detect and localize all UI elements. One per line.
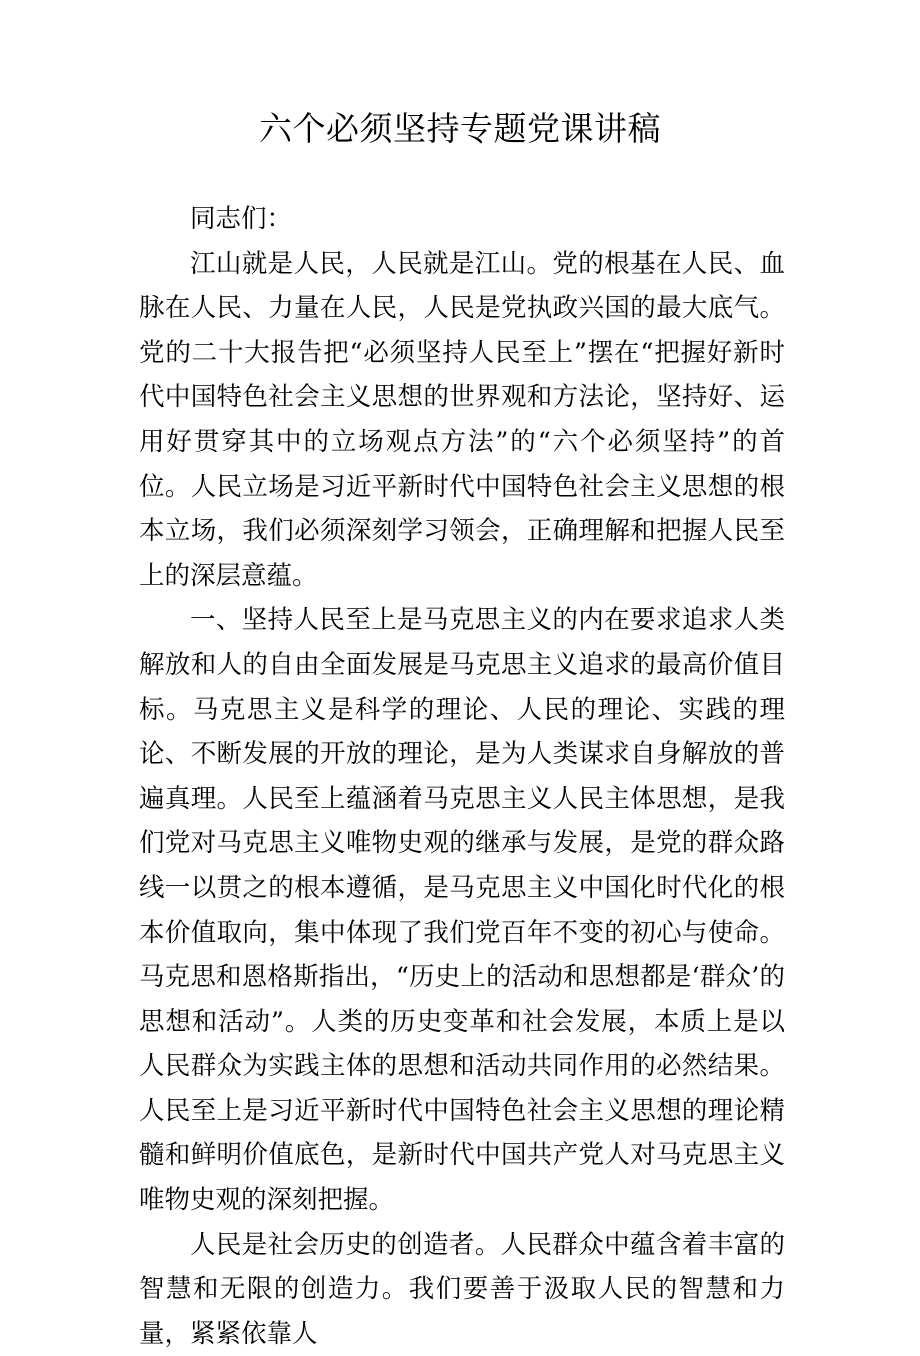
greeting-paragraph: 同志们： xyxy=(190,204,293,234)
body-paragraph: 一、坚持人民至上是马克思主义的内在要求追求人类解放和人的自由全面发展是马克思主义追求的最高价值目标。马克思主义是科学的理论、人民的理论、实践的理论、不断发展的开放的理论，是为人类谋求自身解放的普遍真理。人民至上蕴涵着马克思主义人民主体思想，是我们党对马克思主义唯物史观的继承与发展，是党的群众路线一以贯之的根本遵循，是马克思主义中国化时代化的根本价值取向，集中体现了我们党百年不变的初心与使命。马克思和恩格斯指出，“历史上的活动和思想都是‘群众’的思想和活动”。人类的历史变革和社会发展，本质上是以人民群众为实践主体的思想和活动共同作用的必然结果。人民至上是习近平新时代中国特色社会主义思想的理论精髓和鲜明价值底色，是新时代中国共产党人对马克思主义唯物史观的深刻把握。 xyxy=(139,605,785,1216)
body-paragraph: 江山就是人民，人民就是江山。党的根基在人民、血脉在人民、力量在人民，人民是党执政兴国的最大底气。党的二十大报告把“必须坚持人民至上”摆在“把握好新时代中国特色社会主义思想的世界观和方法论，坚持好、运用好贯穿其中的立场观点方法”的“六个必须坚持”的首位。人民立场是习近平新时代中国特色社会主义思想的根本立场，我们必须深刻学习领会，正确理解和把握人民至上的深层意蕴。 xyxy=(139,248,785,591)
document-body xyxy=(139,197,785,1356)
document-title: 六个必须坚持专题党课讲稿 xyxy=(259,109,661,148)
body-paragraph: 人民是社会历史的创造者。人民群众中蕴含着丰富的智慧和无限的创造力。我们要善于汲取人民的智慧和力量，紧紧依靠人 xyxy=(139,1229,785,1349)
